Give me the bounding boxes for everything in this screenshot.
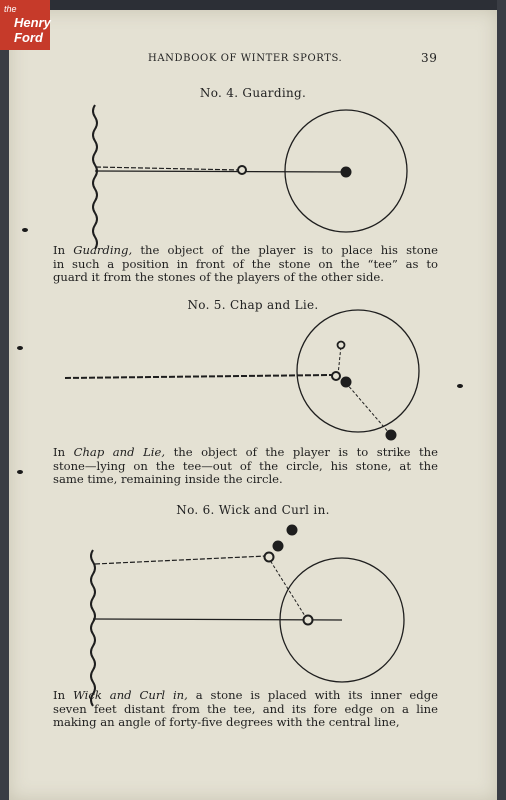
paragraph-line: In Guarding, the object of the player is to place his stone	[53, 243, 439, 257]
section-4-heading: No. 4. Guarding.	[199, 86, 307, 100]
scan-background-right	[497, 0, 506, 800]
henry-ford-logo	[0, 0, 50, 50]
emphasis-term: Chap and Lie,	[73, 445, 166, 459]
paragraph-line: guard it from the stones of the players of the other side.	[53, 270, 384, 285]
running-title: HANDBOOK OF WINTER SPORTS.	[148, 53, 343, 64]
stray-mark	[17, 346, 23, 350]
paragraph-line: In Wick and Curl in, a stone is placed with its inner edge	[53, 688, 439, 702]
logo-line-1: the	[4, 4, 17, 14]
section-5-text	[53, 446, 438, 487]
stray-mark	[457, 384, 463, 388]
logo-line-2: Henry	[14, 15, 51, 30]
emphasis-term: Guarding,	[73, 243, 133, 257]
stray-mark	[22, 228, 28, 232]
logo-line-3: Ford	[14, 30, 43, 45]
section-5-heading: No. 5. Chap and Lie.	[187, 298, 319, 312]
paragraph-line: making an angle of forty-five degrees with the central line,	[53, 715, 400, 730]
page-number: 39	[421, 51, 438, 65]
section-4-text	[53, 244, 438, 285]
paragraph-line: same time, remaining inside the circle.	[53, 472, 283, 487]
paragraph-line: stone—lying on the tee—out of the circle, his stone, at the	[53, 458, 438, 473]
book-page	[9, 10, 497, 800]
section-6-text	[53, 689, 438, 730]
emphasis-term: Wick and Curl in,	[72, 688, 188, 702]
paragraph-line: In Chap and Lie, the object of the player is to strike the	[53, 445, 439, 459]
paragraph-line: seven feet distant from the tee, and its fore edge on a line	[53, 701, 438, 716]
paragraph-line: in such a position in front of the stone on the “tee” as to	[53, 256, 438, 271]
stray-mark	[17, 470, 23, 474]
section-6-heading: No. 6. Wick and Curl in.	[176, 503, 330, 517]
scan-background-left	[0, 0, 9, 800]
